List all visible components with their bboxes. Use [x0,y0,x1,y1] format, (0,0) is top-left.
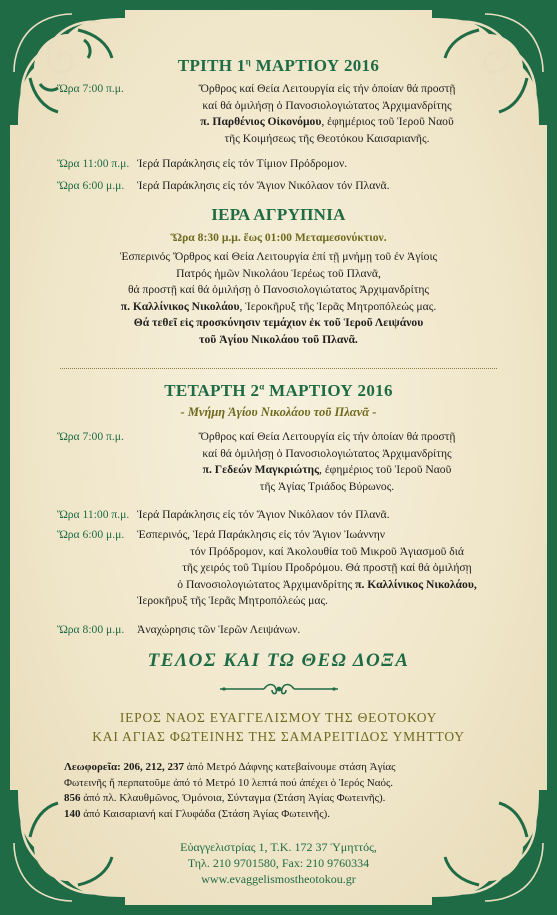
day1-row-3 [57,178,517,195]
schedule-time: Ὥρα 8:00 μ.μ. [57,623,125,636]
website-link[interactable]: www.evaggelismostheotokou.gr [201,872,356,886]
schedule-description: Ἱερά Παράκλησις εἰς τόν Ἅγιον Νικόλαον τόν Πλανᾶ. [137,508,390,521]
schedule-time: Ὥρα 11:00 π.μ. [57,508,130,521]
schedule-time: Ὥρα 11:00 π.μ. [57,157,130,170]
contact-info [40,839,517,887]
day2-row-4 [57,622,517,639]
day1-row-2 [57,156,517,173]
schedule-time: Ὥρα 6:00 μ.μ. [57,179,125,192]
schedule-description: Ἀναχώρησις τῶν Ἱερῶν Λειψάνων. [137,623,301,636]
schedule-time: Ὥρα 6:00 μ.μ. [57,528,125,541]
day2-row-1 [57,429,517,497]
schedule-description: Ὄρθρος καί Θεία Λειτουργία εἰς τήν ὁποίαν θά προστῇ καί θά ὁμιλήσῃ ὁ Πανοσιολογιώτατος Ἀρχιμανδρίτης π. Γεδεών Μαγκριώτης, ἐφημέριος τοῦ Ἱεροῦ Ναοῦ τῆς Ἁγίας Τριάδος Βύρωνος. [198,430,456,493]
day2-title: ΤΕΤΑΡΤΗ $2^\alpha$ ΜΑΡΤΙΟΥ 2016 [164,381,393,400]
vigil-title: ΙΕΡΑ ΑΓΡΥΠΝΙΑ [211,205,346,224]
schedule-description: Ἱερά Παράκλησις εἰς τόν Τίμιον Πρόδρομον. [137,157,348,170]
frame-top [118,0,439,10]
schedule-description: Ὄρθρος καί Θεία Λειτουργία εἰς τήν ὁποίαν θά προστῇ καί θά ὁμιλήσῃ ὁ Πανοσιολογιώτατος Ἀρχιμανδρίτης π. Παρθένιος Οἰκονόμου, ἐφημέριος τοῦ Ἱεροῦ Ναοῦ τῆς Κοιμήσεως τῆς Θεοτόκου Καισαριανῆς. [198,82,456,145]
vigil-description: Ἑσπερινός Ὄρθρος καί Θεία Λειτουργία ἐπί τῇ μνήμῃ τοῦ ἐν Ἁγίοις Πατρός ἡμῶν Νικολάου Ἱερέως τοῦ Πλανᾶ, θά προστῇ καί θά ὁμιλήσῃ ὁ Πανοσιολογιώτατος Ἀρχιμανδρίτης π. Καλλίνικος Νικολάου, Ἱεροκῆρυξ τῆς Ἱερᾶς Μητροπόλεώς μας. Θά τεθεῖ εἰς προσκύνησιν τεμάχιον ἐκ τοῦ Ἱεροῦ Λειψάνου τοῦ Ἁγίου Νικολάου τοῦ Πλανᾶ. [119,250,438,346]
schedule-description: Ἑσπερινός, Ἱερά Παράκλησις εἰς τόν Ἅγιον Ἰωάννην τόν Πρόδρομον, καί Ἀκολουθία τοῦ Μικροῦ Ἁγιασμοῦ διά τῆς χειρός τοῦ Τιμίου Προδρόμου. Θά προστῇ καί θά ὁμιλήσῃ ὁ Πανοσιολογιώτατος Ἀρχιμανδρίτης π. Καλλίνικος Νικολάου, Ἱεροκῆρυξ τῆς Ἱερᾶς Μητροπόλεώς μας. [137,528,477,608]
schedule-description: Ἱερά Παράκλησις εἰς τόν Ἅγιον Νικόλαον τόν Πλανᾶ. [137,179,390,192]
section-divider [60,368,497,369]
schedule-time: Ὥρα 7:00 π.μ. [57,82,124,95]
day2-row-3 [57,527,517,613]
transport-info: Λεωφορεῖα: 206, 212, 237 ἀπό Μετρό Δάφνης κατεβαίνουμε στάση Ἁγίας Φωτεινῆς ἤ περπατοῦμε ἀπό τό Μετρό 10 λεπτά πού ἀπέχει ὁ Ἱερός Ναός. 856 ἀπό πλ. Κλαυθμῶνος, Ὁμόνοια, Σύνταγμα (Στάση Ἁγίας Φωτεινῆς). 140 ἀπό Καισαριανή καί Γλυφάδα (Στάση Ἁγίας Φωτεινῆς). [64,761,396,820]
flourish-divider-icon [218,681,340,697]
day1-row-1 [57,81,517,149]
closing-doxology: ΤΕΛΟΣ ΚΑΙ ΤΩ ΘΕΩ ΔΟΞΑ [147,650,410,671]
address: Εὐαγγελιστρίας 1, Τ.Κ. 172 37 Ὑμηττός, [180,840,377,854]
church-name-line-2: ΚΑΙ ΑΓΙΑΣ ΦΩΤΕΙΝΗΣ ΤΗΣ ΣΑΜΑΡΕΙΤΙΔΟΣ ΥΜΗΤΤΟΥ [92,729,465,744]
day2-row-2 [57,507,517,524]
day2-subtitle: - Μνήμη Ἁγίου Νικολάου τοῦ Πλανᾶ - [180,405,377,419]
church-name-line-1: ΙΕΡΟΣ ΝΑΟΣ ΕΥΑΓΓΕΛΙΣΜΟΥ ΤΗΣ ΘΕΟΤΟΚΟΥ [119,710,438,725]
schedule-time: Ὥρα 7:00 π.μ. [57,430,124,443]
day1-title: ΤΡΙΤΗ $1^\eta$ ΜΑΡΤΙΟΥ 2016 [177,56,380,75]
vigil-time: Ὥρα 8:30 μ.μ. ἕως 01:00 Μεταμεσονύκτιον. [170,231,387,244]
frame-bottom [118,905,439,915]
phone-fax: Τηλ. 210 9701580, Fax: 210 9760334 [187,856,370,870]
